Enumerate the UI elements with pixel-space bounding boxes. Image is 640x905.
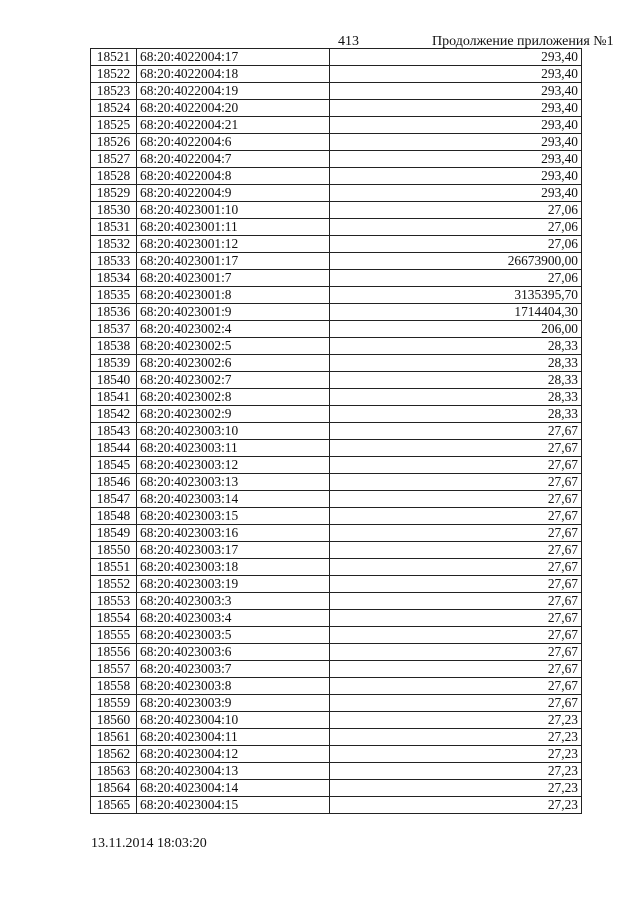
cadastral-number-cell: 68:20:4023003:19	[137, 576, 330, 593]
value-cell: 27,23	[330, 729, 582, 746]
row-number-cell: 18530	[91, 202, 137, 219]
value-cell: 28,33	[330, 389, 582, 406]
footer-timestamp: 13.11.2014 18:03:20	[91, 836, 207, 851]
table-row	[91, 474, 582, 491]
row-number-cell: 18544	[91, 440, 137, 457]
cadastral-number-cell: 68:20:4023004:11	[137, 729, 330, 746]
row-number-cell: 18554	[91, 610, 137, 627]
value-cell: 27,06	[330, 270, 582, 287]
value-cell: 293,40	[330, 151, 582, 168]
value-cell: 27,67	[330, 542, 582, 559]
cadastral-number-cell: 68:20:4022004:18	[137, 66, 330, 83]
table-row	[91, 49, 582, 66]
row-number-cell: 18559	[91, 695, 137, 712]
value-cell: 293,40	[330, 134, 582, 151]
table-row	[91, 66, 582, 83]
cadastral-number-cell: 68:20:4023004:10	[137, 712, 330, 729]
value-cell: 27,67	[330, 491, 582, 508]
value-cell: 1714404,30	[330, 304, 582, 321]
row-number-cell: 18527	[91, 151, 137, 168]
cadastral-number-cell: 68:20:4023003:15	[137, 508, 330, 525]
cadastral-number-cell: 68:20:4023001:11	[137, 219, 330, 236]
value-cell: 27,23	[330, 746, 582, 763]
value-cell: 293,40	[330, 168, 582, 185]
cadastral-number-cell: 68:20:4022004:9	[137, 185, 330, 202]
cadastral-number-cell: 68:20:4023003:17	[137, 542, 330, 559]
table-row	[91, 168, 582, 185]
table-row	[91, 780, 582, 797]
cadastral-number-cell: 68:20:4022004:20	[137, 100, 330, 117]
cadastral-number-cell: 68:20:4023001:8	[137, 287, 330, 304]
cadastral-value-table	[90, 48, 582, 814]
cadastral-number-cell: 68:20:4022004:8	[137, 168, 330, 185]
value-cell: 206,00	[330, 321, 582, 338]
row-number-cell: 18533	[91, 253, 137, 270]
cadastral-number-cell: 68:20:4023003:16	[137, 525, 330, 542]
row-number-cell: 18545	[91, 457, 137, 474]
table-row	[91, 644, 582, 661]
row-number-cell: 18535	[91, 287, 137, 304]
table-row	[91, 253, 582, 270]
row-number-cell: 18553	[91, 593, 137, 610]
value-cell: 27,67	[330, 559, 582, 576]
row-number-cell: 18528	[91, 168, 137, 185]
cadastral-number-cell: 68:20:4022004:21	[137, 117, 330, 134]
value-cell: 293,40	[330, 117, 582, 134]
table-row	[91, 304, 582, 321]
cadastral-number-cell: 68:20:4023001:10	[137, 202, 330, 219]
cadastral-number-cell: 68:20:4023003:10	[137, 423, 330, 440]
cadastral-number-cell: 68:20:4023003:3	[137, 593, 330, 610]
value-cell: 27,67	[330, 695, 582, 712]
cadastral-number-cell: 68:20:4023003:13	[137, 474, 330, 491]
cadastral-number-cell: 68:20:4023003:5	[137, 627, 330, 644]
cadastral-number-cell: 68:20:4023002:5	[137, 338, 330, 355]
table-row	[91, 525, 582, 542]
value-cell: 28,33	[330, 355, 582, 372]
value-cell: 28,33	[330, 372, 582, 389]
row-number-cell: 18547	[91, 491, 137, 508]
row-number-cell: 18540	[91, 372, 137, 389]
value-cell: 293,40	[330, 100, 582, 117]
page-number: 413	[338, 34, 359, 49]
value-cell: 28,33	[330, 406, 582, 423]
cadastral-number-cell: 68:20:4023002:7	[137, 372, 330, 389]
table-row	[91, 695, 582, 712]
cadastral-number-cell: 68:20:4023003:4	[137, 610, 330, 627]
cadastral-number-cell: 68:20:4023004:15	[137, 797, 330, 814]
value-cell: 27,67	[330, 678, 582, 695]
cadastral-number-cell: 68:20:4023004:14	[137, 780, 330, 797]
row-number-cell: 18532	[91, 236, 137, 253]
cadastral-number-cell: 68:20:4023003:12	[137, 457, 330, 474]
value-cell: 293,40	[330, 185, 582, 202]
table-row	[91, 134, 582, 151]
value-cell: 27,67	[330, 423, 582, 440]
value-cell: 26673900,00	[330, 253, 582, 270]
row-number-cell: 18562	[91, 746, 137, 763]
value-cell: 27,23	[330, 763, 582, 780]
value-cell: 27,06	[330, 236, 582, 253]
row-number-cell: 18550	[91, 542, 137, 559]
table-row	[91, 576, 582, 593]
row-number-cell: 18558	[91, 678, 137, 695]
cadastral-number-cell: 68:20:4023003:6	[137, 644, 330, 661]
cadastral-number-cell: 68:20:4022004:7	[137, 151, 330, 168]
value-cell: 293,40	[330, 66, 582, 83]
row-number-cell: 18563	[91, 763, 137, 780]
cadastral-number-cell: 68:20:4023002:4	[137, 321, 330, 338]
table-row	[91, 610, 582, 627]
table-row	[91, 236, 582, 253]
cadastral-number-cell: 68:20:4022004:19	[137, 83, 330, 100]
table-row	[91, 270, 582, 287]
table-row	[91, 338, 582, 355]
cadastral-number-cell: 68:20:4022004:17	[137, 49, 330, 66]
value-cell: 27,23	[330, 712, 582, 729]
cadastral-number-cell: 68:20:4023001:7	[137, 270, 330, 287]
cadastral-number-cell: 68:20:4023004:12	[137, 746, 330, 763]
table-row	[91, 202, 582, 219]
table-row	[91, 440, 582, 457]
table-row	[91, 185, 582, 202]
row-number-cell: 18536	[91, 304, 137, 321]
table-row	[91, 83, 582, 100]
appendix-label: Продолжение приложения №1	[432, 34, 614, 49]
value-cell: 27,67	[330, 610, 582, 627]
value-cell: 27,67	[330, 525, 582, 542]
cadastral-number-cell: 68:20:4023004:13	[137, 763, 330, 780]
row-number-cell: 18525	[91, 117, 137, 134]
cadastral-number-cell: 68:20:4022004:6	[137, 134, 330, 151]
row-number-cell: 18565	[91, 797, 137, 814]
value-cell: 27,67	[330, 661, 582, 678]
table-row	[91, 321, 582, 338]
value-cell: 27,67	[330, 576, 582, 593]
table-row	[91, 797, 582, 814]
cadastral-number-cell: 68:20:4023001:12	[137, 236, 330, 253]
row-number-cell: 18523	[91, 83, 137, 100]
cadastral-number-cell: 68:20:4023002:6	[137, 355, 330, 372]
cadastral-number-cell: 68:20:4023003:8	[137, 678, 330, 695]
row-number-cell: 18522	[91, 66, 137, 83]
table-row	[91, 729, 582, 746]
table-row	[91, 389, 582, 406]
cadastral-number-cell: 68:20:4023003:11	[137, 440, 330, 457]
value-cell: 27,67	[330, 644, 582, 661]
value-cell: 27,67	[330, 627, 582, 644]
table-row	[91, 372, 582, 389]
cadastral-number-cell: 68:20:4023001:17	[137, 253, 330, 270]
row-number-cell: 18561	[91, 729, 137, 746]
cadastral-number-cell: 68:20:4023003:9	[137, 695, 330, 712]
row-number-cell: 18529	[91, 185, 137, 202]
table-row	[91, 287, 582, 304]
table-row	[91, 559, 582, 576]
table-row	[91, 219, 582, 236]
table-row	[91, 508, 582, 525]
row-number-cell: 18534	[91, 270, 137, 287]
row-number-cell: 18539	[91, 355, 137, 372]
value-cell: 293,40	[330, 83, 582, 100]
cadastral-number-cell: 68:20:4023003:7	[137, 661, 330, 678]
table-row	[91, 355, 582, 372]
value-cell: 27,23	[330, 780, 582, 797]
value-cell: 27,06	[330, 202, 582, 219]
row-number-cell: 18546	[91, 474, 137, 491]
cadastral-number-cell: 68:20:4023001:9	[137, 304, 330, 321]
row-number-cell: 18555	[91, 627, 137, 644]
value-cell: 293,40	[330, 49, 582, 66]
row-number-cell: 18538	[91, 338, 137, 355]
row-number-cell: 18552	[91, 576, 137, 593]
row-number-cell: 18564	[91, 780, 137, 797]
row-number-cell: 18541	[91, 389, 137, 406]
value-cell: 27,67	[330, 457, 582, 474]
cadastral-number-cell: 68:20:4023002:8	[137, 389, 330, 406]
row-number-cell: 18524	[91, 100, 137, 117]
value-cell: 27,67	[330, 440, 582, 457]
table-row	[91, 678, 582, 695]
value-cell: 27,67	[330, 593, 582, 610]
table-row	[91, 593, 582, 610]
row-number-cell: 18549	[91, 525, 137, 542]
table-row	[91, 117, 582, 134]
cadastral-number-cell: 68:20:4023003:18	[137, 559, 330, 576]
value-cell: 27,67	[330, 508, 582, 525]
row-number-cell: 18551	[91, 559, 137, 576]
table-row	[91, 406, 582, 423]
row-number-cell: 18548	[91, 508, 137, 525]
table-row	[91, 423, 582, 440]
row-number-cell: 18526	[91, 134, 137, 151]
row-number-cell: 18560	[91, 712, 137, 729]
table-row	[91, 712, 582, 729]
table-row	[91, 746, 582, 763]
table-row	[91, 457, 582, 474]
row-number-cell: 18557	[91, 661, 137, 678]
row-number-cell: 18556	[91, 644, 137, 661]
cadastral-number-cell: 68:20:4023003:14	[137, 491, 330, 508]
table-row	[91, 100, 582, 117]
value-cell: 28,33	[330, 338, 582, 355]
table-row	[91, 627, 582, 644]
value-cell: 27,06	[330, 219, 582, 236]
table-row	[91, 151, 582, 168]
table-row	[91, 542, 582, 559]
table-body	[91, 49, 582, 814]
value-cell: 27,67	[330, 474, 582, 491]
row-number-cell: 18537	[91, 321, 137, 338]
table-row	[91, 491, 582, 508]
value-cell: 27,23	[330, 797, 582, 814]
value-cell: 3135395,70	[330, 287, 582, 304]
table-row	[91, 661, 582, 678]
row-number-cell: 18531	[91, 219, 137, 236]
row-number-cell: 18542	[91, 406, 137, 423]
row-number-cell: 18543	[91, 423, 137, 440]
row-number-cell: 18521	[91, 49, 137, 66]
cadastral-number-cell: 68:20:4023002:9	[137, 406, 330, 423]
table-row	[91, 763, 582, 780]
